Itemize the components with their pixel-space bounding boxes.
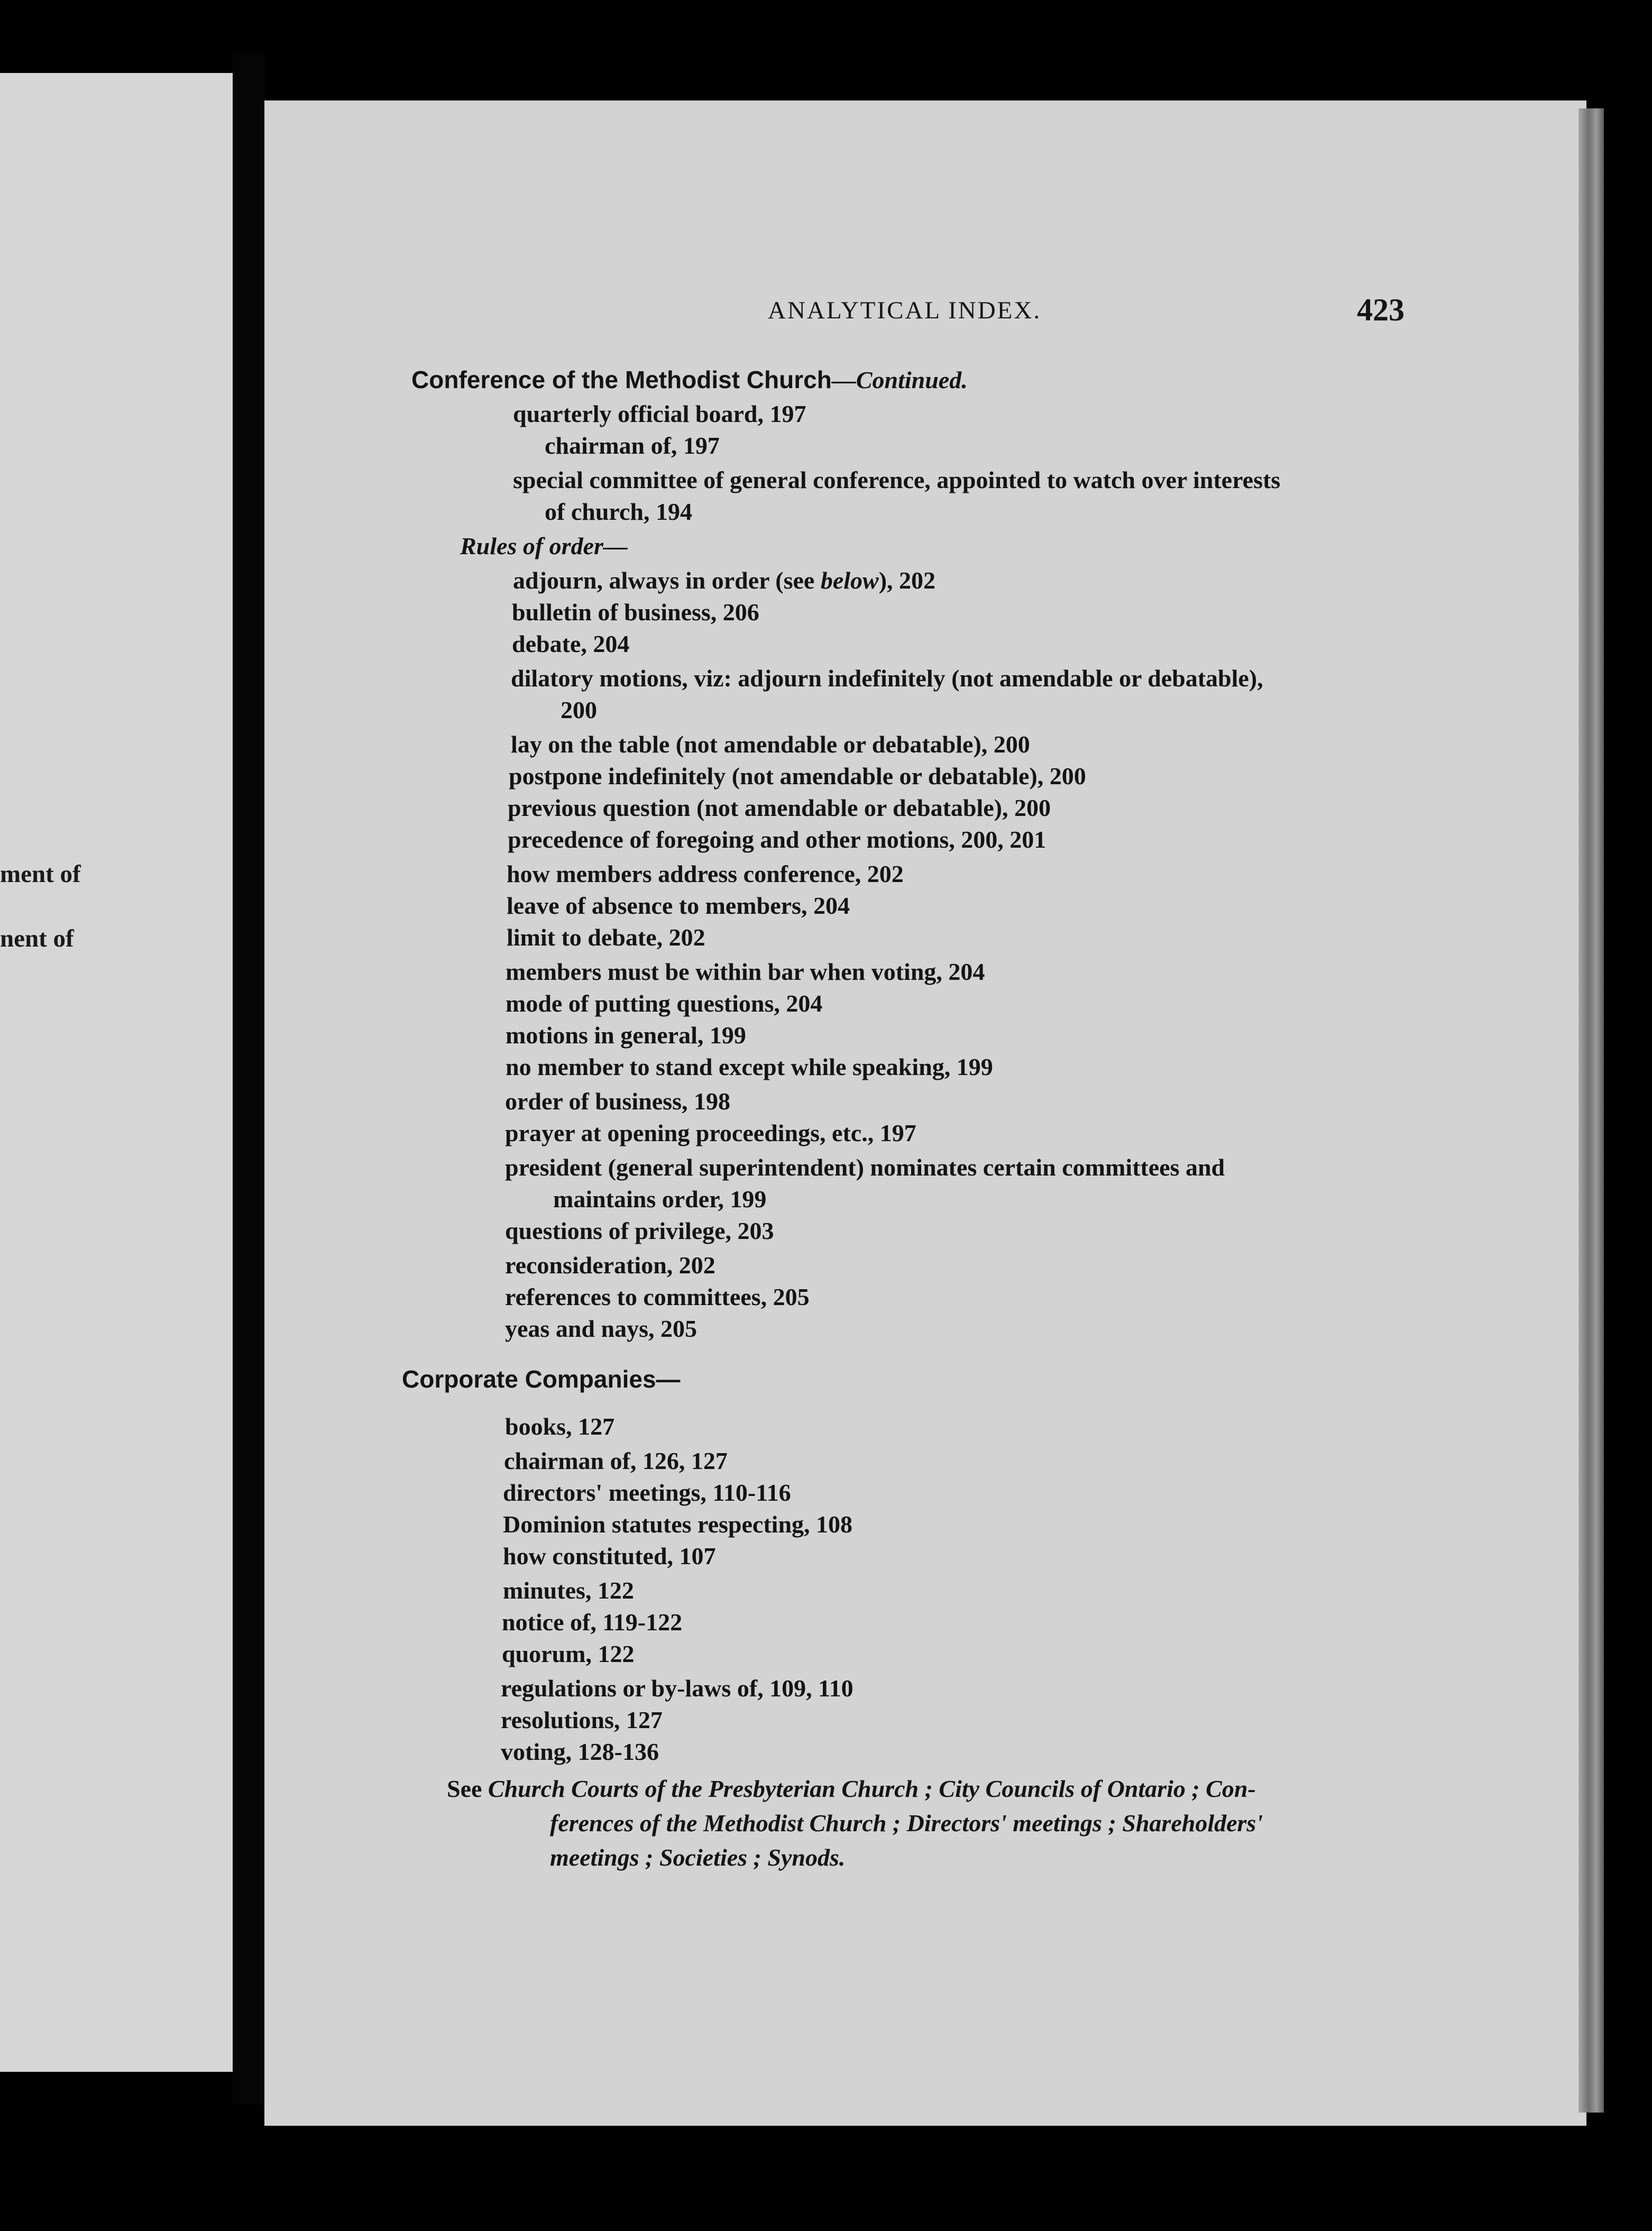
index-entry	[447, 1777, 1256, 1801]
index-entry: prayer at opening proceedings, etc., 197	[505, 1119, 916, 1146]
page-stack-edge	[1578, 108, 1604, 2113]
running-head: ANALYTICAL INDEX.	[768, 297, 1042, 324]
index-entry: reconsideration, 202	[505, 1252, 715, 1279]
index-entry: 200	[561, 696, 597, 723]
left-page-text: nent of	[0, 925, 74, 952]
index-entry: maintains order, 199	[553, 1186, 767, 1213]
index-subheading: Rules of order—	[460, 532, 628, 559]
index-entry: debate, 204	[512, 630, 630, 657]
entry-text: See	[447, 1775, 488, 1802]
index-entry: voting, 128-136	[501, 1738, 659, 1765]
index-entry: lay on the table (not amendable or debatable), 200	[511, 731, 1030, 758]
continued-label: —Continued.	[831, 366, 968, 393]
index-entry: of church, 194	[545, 498, 692, 525]
page-number: 423	[1357, 292, 1405, 327]
left-page-fragment	[0, 73, 233, 2072]
index-entry: minutes, 122	[503, 1577, 634, 1604]
entry-italic-text: below	[820, 567, 879, 594]
index-entry: postpone indefinitely (not amendable or debatable), 200	[509, 763, 1086, 789]
index-heading-text: Corporate Companies—	[402, 1365, 681, 1393]
index-entry	[550, 1846, 845, 1870]
entry-italic-text: ferences of the Methodist Church ; Directors' meetings ; Shareholders'	[550, 1810, 1263, 1837]
index-entry: special committee of general conference, appointed to watch over interests	[513, 466, 1281, 493]
index-entry: previous question (not amendable or debatable), 200	[508, 794, 1051, 821]
entry-text: adjourn, always in order (see	[513, 567, 821, 594]
index-entry: motions in general, 199	[506, 1022, 746, 1049]
index-entry: books, 127	[505, 1413, 615, 1440]
index-entry: quarterly official board, 197	[513, 400, 806, 427]
index-entry: regulations or by-laws of, 109, 110	[501, 1675, 853, 1702]
index-entry: how constituted, 107	[503, 1543, 716, 1569]
index-entry: resolutions, 127	[501, 1706, 663, 1733]
index-entry: Dominion statutes respecting, 108	[503, 1511, 853, 1538]
index-entry: references to committees, 205	[505, 1283, 810, 1310]
entry-text: ), 202	[878, 567, 936, 594]
index-heading	[402, 1367, 681, 1392]
index-entry	[550, 1811, 1263, 1835]
index-entry: quorum, 122	[502, 1640, 635, 1667]
index-entry: chairman of, 197	[545, 432, 720, 459]
index-entry: dilatory motions, viz: adjourn indefinitely (not amendable or debatable),	[511, 665, 1263, 692]
index-entry: yeas and nays, 205	[505, 1315, 697, 1342]
index-entry: leave of absence to members, 204	[507, 892, 850, 919]
index-entry: chairman of, 126, 127	[504, 1447, 728, 1474]
index-entry: notice of, 119-122	[502, 1609, 683, 1636]
index-entry: mode of putting questions, 204	[506, 990, 823, 1017]
book-gutter	[233, 53, 265, 2105]
index-entry: limit to debate, 202	[507, 924, 705, 951]
index-heading-text: Conference of the Methodist Church	[411, 366, 832, 393]
index-entry: bulletin of business, 206	[512, 599, 759, 626]
index-entry: precedence of foregoing and other motions, 200, 201	[508, 826, 1047, 853]
left-page-text: ment of	[0, 860, 81, 888]
index-entry	[513, 568, 935, 593]
index-entry: order of business, 198	[505, 1088, 730, 1115]
index-heading	[411, 368, 968, 392]
entry-italic-text: meetings ; Societies ; Synods.	[550, 1844, 846, 1871]
index-entry: questions of privilege, 203	[505, 1217, 774, 1244]
entry-italic-text: Church Courts of the Presbyterian Church ; City Councils of Ontario ; Con-	[488, 1775, 1256, 1802]
index-entry: no member to stand except while speaking, 199	[506, 1053, 993, 1080]
index-entry: members must be within bar when voting, 204	[506, 958, 985, 985]
index-entry: president (general superintendent) nominates certain committees and	[505, 1154, 1225, 1181]
index-entry: directors' meetings, 110-116	[503, 1479, 791, 1506]
index-entry: how members address conference, 202	[507, 860, 904, 887]
